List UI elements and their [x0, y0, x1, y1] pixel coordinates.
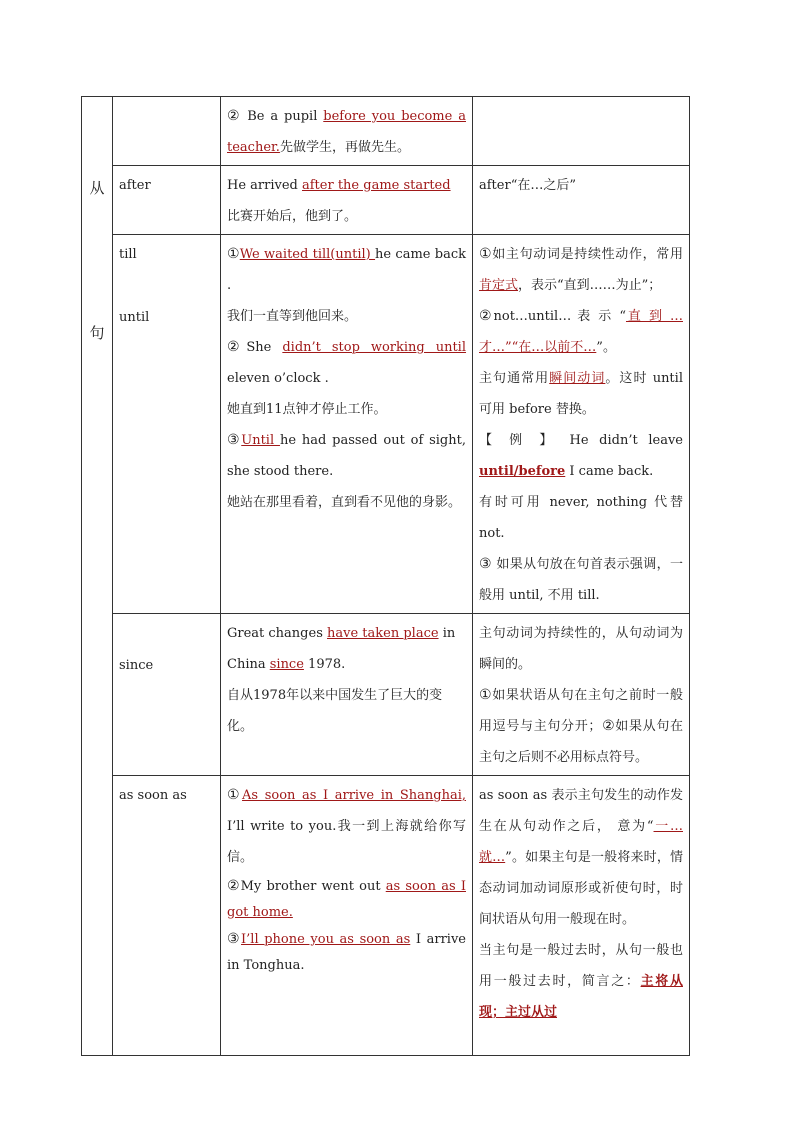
example-cell: ② Be a pupil before you become a teacher.先做学生，再做先生。: [221, 97, 473, 166]
note-cell: after“在…之后”: [473, 166, 690, 235]
side-label-cell: [82, 97, 113, 1056]
table-row: [82, 776, 690, 1056]
note-cell: as soon as 表示主句发生的动作发生在从句动作之后， 意为“一…就…”。如果主句是一般将来时，情态动词加动词原形或祈使句时，时间状语从句用一般现在时。 当主句是一般过去时，从句一般也用一般过去时，简言之：主将从现；主过从过: [473, 776, 690, 1056]
example-cell: Great changes have taken place in China since 1978. 自从1978年以来中国发生了巨大的变化。: [221, 614, 473, 776]
grammar-table: [81, 96, 690, 1056]
example-cell: ①We waited till(until) he came back . 我们一直等到他回来。 ②She didn’t stop working until eleven o’clock . 她直到11点钟才停止工作。 ③Until he had passed out of sight, she stood there. 她站在那里看着，直到看不见他的身影。: [221, 235, 473, 614]
note-cell: 主句动词为持续性的，从句动词为瞬间的。 ①如果状语从句在主句之前时一般用逗号与主句分开；②如果从句在主句之后则不必用标点符号。: [473, 614, 690, 776]
note-cell: [473, 97, 690, 166]
example-cell: ①As soon as I arrive in Shanghai, I’ll write to you.我一到上海就给你写信。 ②My brother went out as soon as I got home. ③I’ll phone you as soon as I arrive in Tonghua.: [221, 776, 473, 1056]
word-cell: [113, 97, 221, 166]
table-row: [82, 614, 690, 776]
word-cell: since: [113, 614, 221, 776]
example-cell: He arrived after the game started 比赛开始后，他到了。: [221, 166, 473, 235]
table-row: [82, 166, 690, 235]
word-cell: after: [113, 166, 221, 235]
side-char: 句: [89, 324, 105, 342]
word-cell: as soon as: [113, 776, 221, 1056]
word-cell: till until: [113, 235, 221, 614]
note-cell: ①如主句动词是持续性动作，常用肯定式，表示“直到……为止”； ②not…until… 表 示 “直 到 … 才…”“在…以前不…”。 主句通常用瞬间动词。这时 until 可用 before 替换。 【 例 】 He didn’t leave until/before I came back. 有时可用 never, nothing 代替 not. ③ 如果从句放在句首表示强调，一般用 until, 不用 till.: [473, 235, 690, 614]
table-row: [82, 97, 690, 166]
table-row: [82, 235, 690, 614]
side-char: 从: [89, 179, 105, 197]
